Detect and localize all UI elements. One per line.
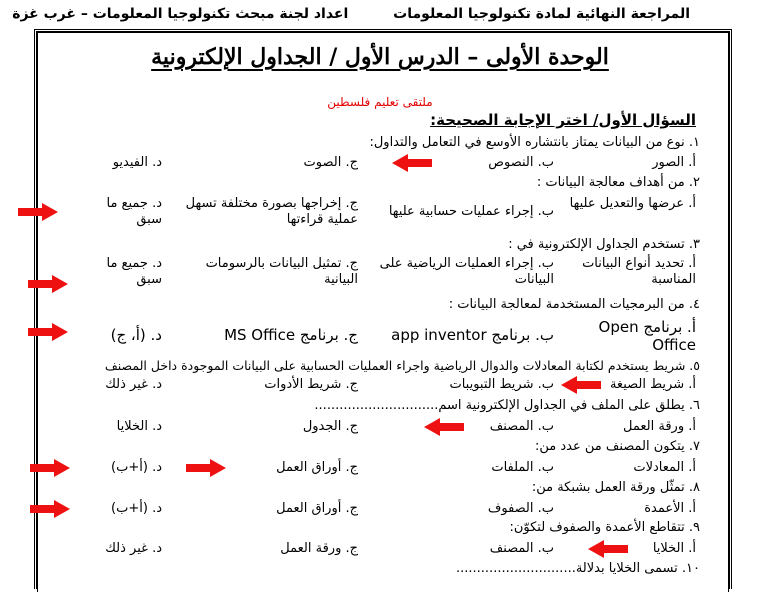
answer-arrow-icon	[561, 376, 601, 394]
q2-option-a: أ. عرضها والتعديل عليها	[569, 196, 696, 211]
question-9: ٩. تتقاطع الأعمدة والصفوف لتكوّن:	[509, 520, 700, 535]
q4-option-c: ج. برنامج MS Office	[224, 326, 358, 344]
question-6: ٦. يطلق على الملف في الجداول الإلكترونية اسم..............................	[314, 398, 700, 413]
q4-option-a: أ. برنامج Open Office	[598, 318, 696, 354]
lesson-title: الوحدة الأولى – الدرس الأول / الجداول الإلكترونية	[151, 44, 609, 70]
q1-option-d: د. الفيديو	[112, 155, 162, 170]
answer-arrow-icon	[30, 500, 70, 518]
answer-arrow-icon	[392, 154, 432, 172]
answer-arrow-icon	[424, 418, 464, 436]
q8-option-c: ج. أوراق العمل	[276, 501, 358, 516]
question-2: ٢. من أهداف معالجة البيانات :	[536, 175, 700, 190]
q7-option-b: ب. الملفات	[491, 460, 554, 475]
q9-option-d: د. غير ذلك	[105, 541, 162, 556]
q3-option-c: ج. تمثيل البيانات بالرسومات البيانية	[205, 256, 358, 287]
answer-arrow-icon	[30, 459, 70, 477]
q8-option-b: ب. الصفوف	[487, 501, 554, 516]
q6-option-b: ب. المصنف	[489, 419, 554, 434]
q4-option-b: ب. برنامج app inventor	[391, 326, 554, 344]
forum-label: ملتقى تعليم فلسطين	[327, 95, 433, 109]
answer-arrow-icon	[186, 459, 226, 477]
q3-option-b: ب. إجراء العمليات الرياضية على البيانات	[379, 256, 554, 287]
q4-option-d: د. (أ، ج)	[110, 326, 162, 344]
question-4: ٤. من البرمجيات المستخدمة لمعالجة البيانات :	[448, 297, 700, 312]
q5-option-c: ج. شريط الأدوات	[264, 377, 358, 392]
answer-arrow-icon	[28, 275, 68, 293]
answer-arrow-icon	[588, 540, 628, 558]
q7-option-a: أ. المعادلات	[633, 460, 696, 475]
q5-option-a: أ. شريط الصيغة	[609, 377, 696, 392]
q5-option-d: د. غير ذلك	[105, 377, 162, 392]
q9-option-b: ب. المصنف	[489, 541, 554, 556]
q8-option-d: د. (أ+ب)	[111, 501, 162, 516]
q6-option-d: د. الخلايا	[116, 419, 162, 434]
question-10: ١٠. تسمى الخلايا بدلالة.............................	[456, 561, 700, 576]
answer-arrow-icon	[28, 323, 68, 341]
q2-option-d: د. جميع ما سبق	[106, 196, 162, 227]
q3-option-a: أ. تحديد أنواع البيانات المناسبة	[582, 256, 696, 287]
q2-option-b: ب. إجراء عمليات حسابية عليها	[388, 204, 554, 219]
section-title: السؤال الأول/ اختر الإجابة الصحيحة:	[430, 111, 696, 129]
q3-option-d: د. جميع ما سبق	[106, 256, 162, 287]
q6-option-a: أ. ورقة العمل	[623, 419, 696, 434]
question-1: ١. نوع من البيانات يمتاز بانتشاره الأوسع في التعامل والتداول:	[369, 135, 700, 150]
q8-option-a: أ. الأعمدة	[644, 501, 696, 516]
q9-option-c: ج. ورقة العمل	[280, 541, 358, 556]
question-7: ٧. يتكون المصنف من عدد من:	[535, 439, 700, 454]
question-5: ٥. شريط يستخدم لكتابة المعادلات والدوال الرياضية واجراء العمليات الحسابية على البيانات الموجودة داخل المصنف	[104, 358, 700, 373]
question-3: ٣. تستخدم الجداول الإلكترونية في :	[508, 237, 700, 252]
page-header	[12, 6, 690, 28]
answer-arrow-icon	[18, 203, 58, 221]
q1-option-b: ب. النصوص	[488, 155, 554, 170]
q7-option-d: د. (أ+ب)	[111, 460, 162, 475]
q9-option-a: أ. الخلايا	[652, 541, 696, 556]
q2-option-c: ج. إخراجها بصورة مختلفة تسهل عملية قراءتها	[185, 196, 358, 227]
question-8: ٨. تمثّل ورقة العمل بشبكة من:	[531, 480, 700, 495]
header-left: اعداد لجنة مبحث تكنولوجيا المعلومات – غرب غزة	[12, 6, 349, 22]
header-right: المراجعة النهائية لمادة تكنولوجيا المعلومات	[393, 6, 690, 22]
q6-option-c: ج. الجدول	[302, 419, 358, 434]
q1-option-a: أ. الصور	[652, 155, 696, 170]
q1-option-c: ج. الصوت	[303, 155, 358, 170]
q7-option-c: ج. أوراق العمل	[276, 460, 358, 475]
q5-option-b: ب. شريط التبويبات	[449, 377, 554, 392]
